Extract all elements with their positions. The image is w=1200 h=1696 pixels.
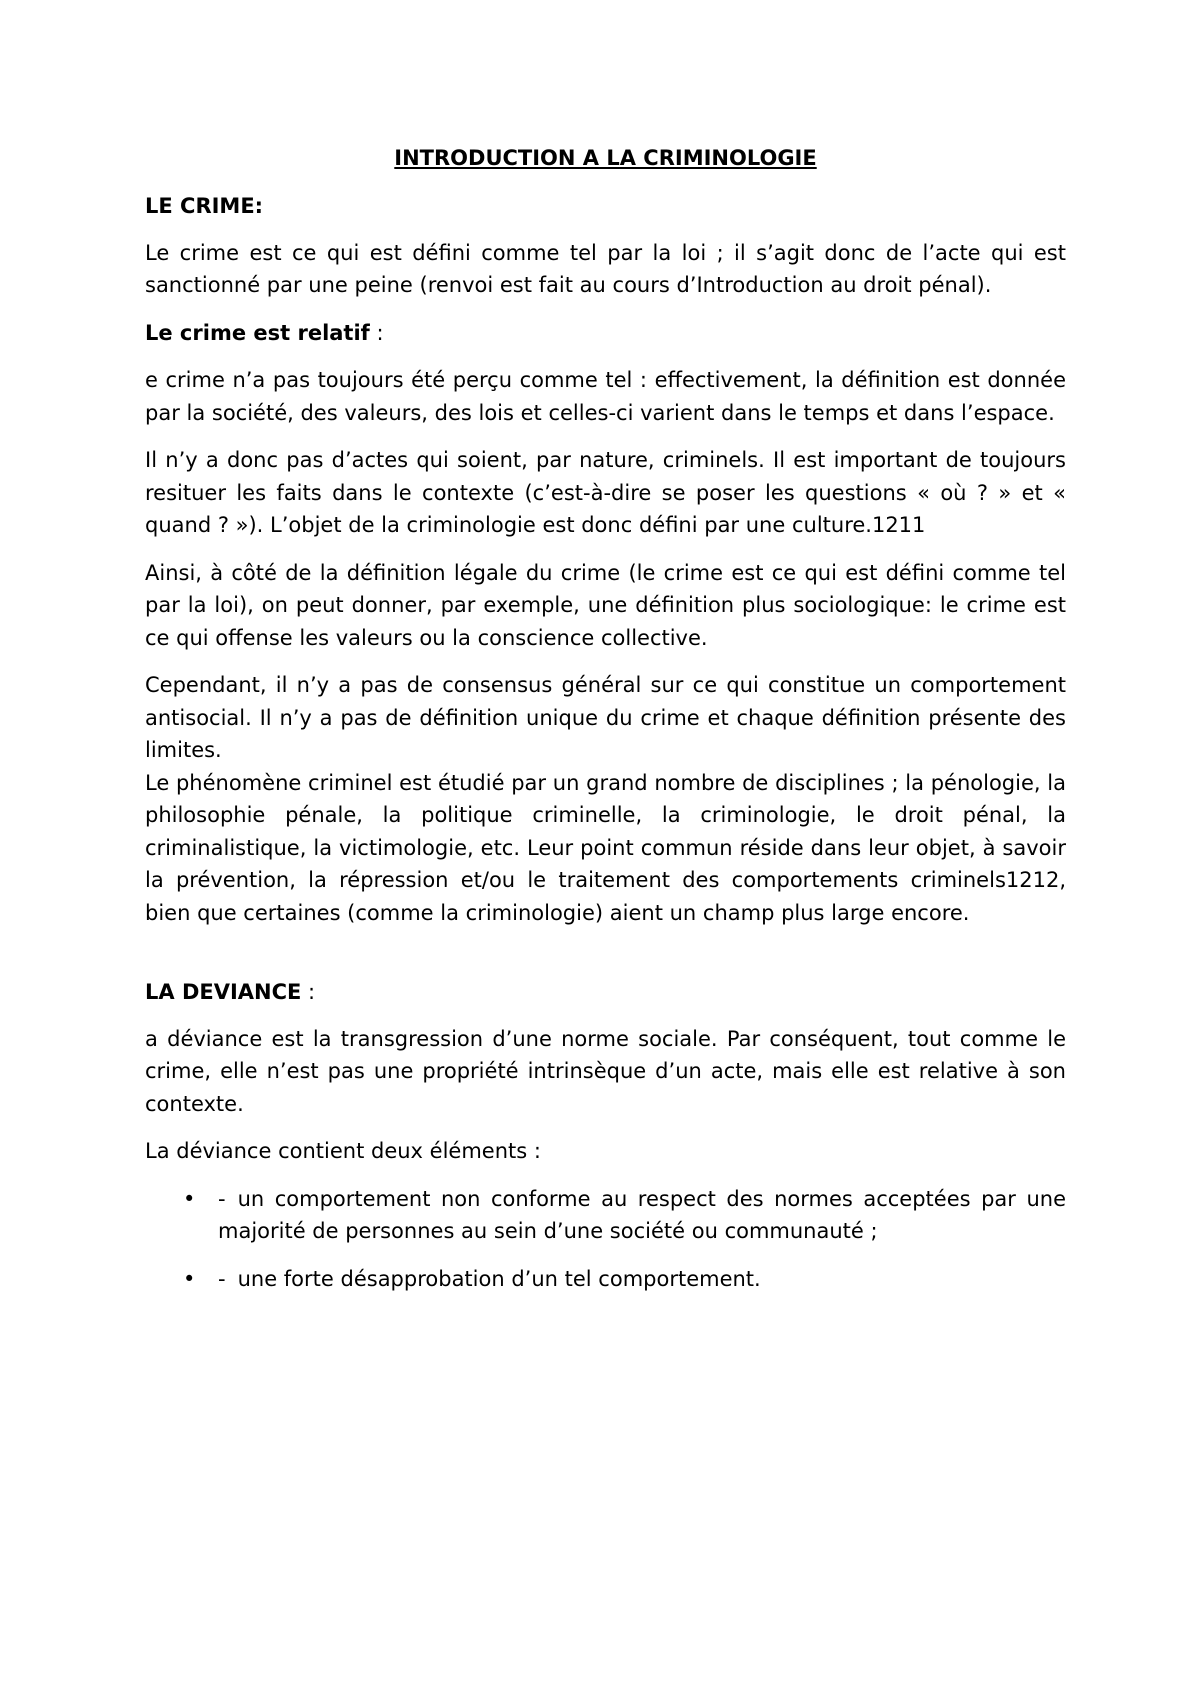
paragraph-crime-definition: Le crime est ce qui est défini comme tel par la loi ; il s’agit donc de l’acte qui est sanctionné par une peine (renvoi est fait au cours d’Introduction au droit pénal). (145, 240, 1066, 297)
deviance-elements-list (145, 1183, 1066, 1296)
bullet-icon: • (183, 1266, 196, 1291)
list-item (145, 1183, 1066, 1248)
section-heading-deviance-bold: LA DEVIANCE (145, 980, 302, 1004)
paragraph-consensus (145, 669, 1066, 929)
paragraph-sociological-definition: Ainsi, à côté de la définition légale du crime (le crime est ce qui est défini comme tel par la loi), on peut donner, par exemple, une définition plus sociologique: le crime est ce qui offense les valeurs ou la conscience collective. (145, 560, 1066, 650)
document-title: INTRODUCTION A LA CRIMINOLOGIE (394, 146, 817, 170)
list-item (145, 1263, 1066, 1296)
section-heading-deviance-colon: : (301, 980, 316, 1004)
list-item-text: un comportement non conforme au respect des normes acceptées par une majorité de personnes au sein d’une société ou communauté ; (218, 1186, 1066, 1243)
subheading-crime-relatif (145, 317, 1066, 350)
subheading-colon: : (369, 320, 384, 345)
paragraph-consensus-part2: Le phénomène criminel est étudié par un grand nombre de disciplines ; la pénologie, la philosophie pénale, la politique criminelle, la criminologie, le droit pénal, la criminalistique, la victimologie, etc. Leur point commun réside dans leur objet, à savoir la prévention, la répression et/ou le traitement des comportements criminels1212, bien que certaines (comme la criminologie) aient un champ plus large encore. (145, 770, 1066, 925)
subheading-bold-text: Le crime est relatif (145, 320, 370, 345)
section-heading-crime: LE CRIME: (145, 194, 264, 218)
dash-marker: - (218, 1266, 226, 1291)
spacer (145, 944, 1066, 976)
paragraph-consensus-part1: Cependant, il n’y a pas de consensus général sur ce qui constitue un comportement antisocial. Il n’y a pas de définition unique du crime et chaque définition présente des limites. (145, 673, 1066, 762)
dash-marker: - (218, 1186, 226, 1211)
paragraph-deviance-definition: a déviance est la transgression d’une norme sociale. Par conséquent, tout comme le crime, elle n’est pas une propriété intrinsèque d’un acte, mais elle est relative à son contexte. (145, 1026, 1066, 1116)
bullet-icon: • (183, 1186, 196, 1211)
paragraph-deviance-elements: La déviance contient deux éléments : (145, 1139, 541, 1163)
section-heading-deviance (145, 976, 1066, 1009)
paragraph-no-criminal-acts: Il n’y a donc pas d’actes qui soient, par nature, criminels. Il est important de toujours resituer les faits dans le contexte (c’est-à-dire se poser les questions « où ? » et « quand ? »). L’objet de la criminologie est donc défini par une culture.1211 (145, 448, 1066, 537)
paragraph-perception: e crime n’a pas toujours été perçu comme tel : effectivement, la définition est donnée par la société, des valeurs, des lois et celles-ci varient dans le temps et dans l’espace. (145, 368, 1066, 425)
list-item-text: une forte désapprobation d’un tel comportement. (237, 1266, 761, 1291)
